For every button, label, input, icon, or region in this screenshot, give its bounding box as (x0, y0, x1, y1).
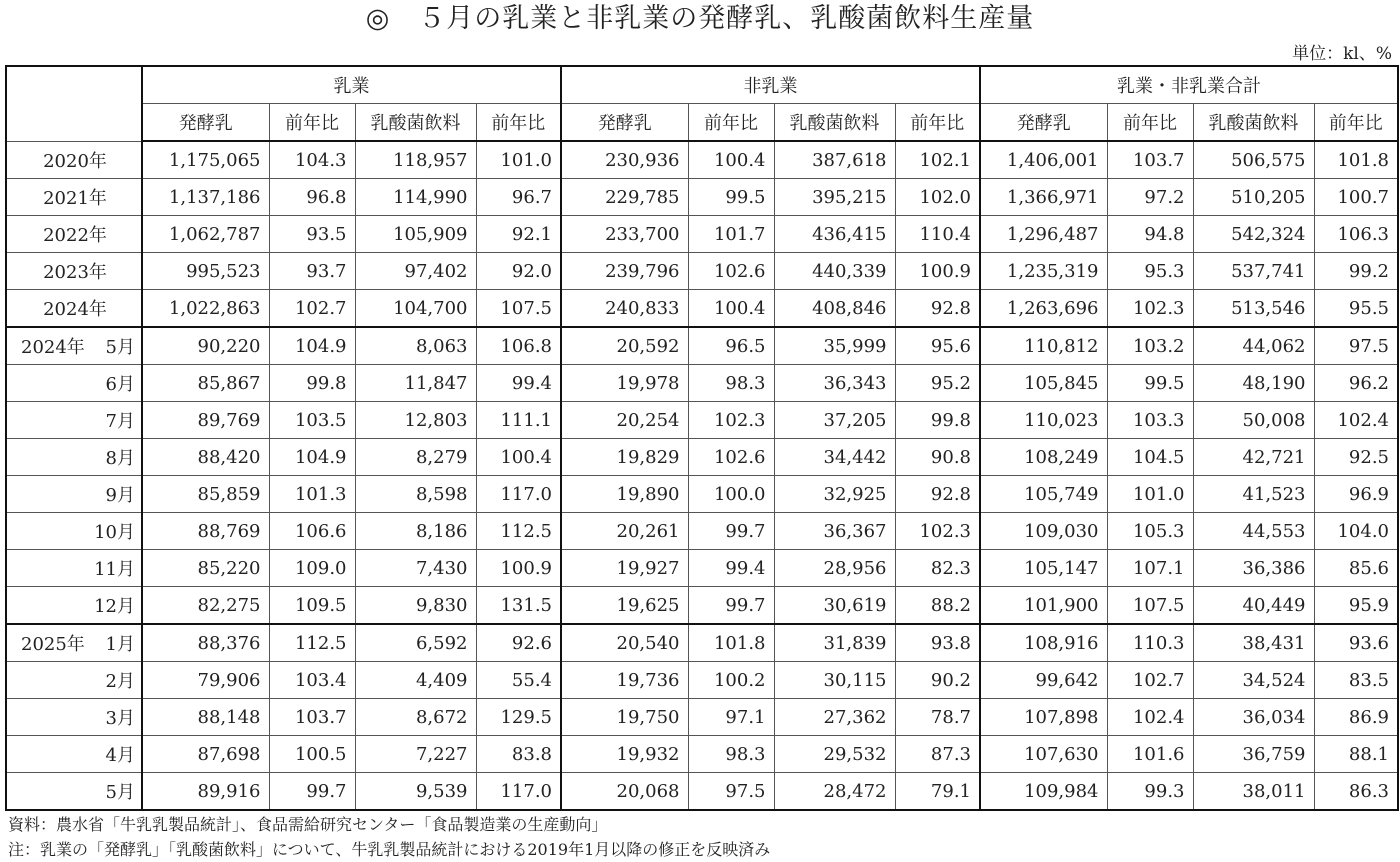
row-label (6, 699, 142, 736)
data-cell: 100.9 (476, 550, 561, 587)
data-cell: 86.9 (1314, 699, 1398, 736)
data-cell: 103.2 (1107, 327, 1193, 365)
data-cell: 31,839 (774, 624, 895, 662)
data-cell: 85,867 (142, 365, 269, 402)
data-cell: 8,186 (355, 513, 476, 550)
data-cell: 103.3 (1107, 402, 1193, 439)
data-cell: 537,741 (1193, 253, 1314, 290)
data-cell: 99.4 (688, 550, 774, 587)
column-header: 前年比 (895, 104, 980, 142)
data-cell: 105,147 (980, 550, 1107, 587)
data-cell: 99.7 (688, 513, 774, 550)
data-cell: 83.8 (476, 736, 561, 773)
group-header: 乳業 (142, 66, 561, 104)
data-cell: 102.1 (895, 141, 980, 179)
data-cell: 20,261 (561, 513, 688, 550)
data-cell: 111.1 (476, 402, 561, 439)
data-cell: 11,847 (355, 365, 476, 402)
table-row (6, 773, 1398, 811)
data-cell: 8,598 (355, 476, 476, 513)
data-cell: 436,415 (774, 216, 895, 253)
data-cell: 129.5 (476, 699, 561, 736)
data-cell: 88,148 (142, 699, 269, 736)
data-cell: 99.2 (1314, 253, 1398, 290)
data-cell: 19,978 (561, 365, 688, 402)
data-cell: 96.5 (688, 327, 774, 365)
data-cell: 110.3 (1107, 624, 1193, 662)
row-period: 3月 (105, 708, 135, 729)
data-cell: 103.4 (269, 662, 355, 699)
data-cell: 102.0 (895, 179, 980, 216)
data-cell: 83.5 (1314, 662, 1398, 699)
data-cell: 90.2 (895, 662, 980, 699)
data-cell: 4,409 (355, 662, 476, 699)
row-label (6, 587, 142, 625)
data-cell: 99.7 (688, 587, 774, 625)
data-cell: 32,925 (774, 476, 895, 513)
row-period: 2023年 (43, 262, 107, 283)
data-cell: 99.7 (269, 773, 355, 811)
data-cell: 408,846 (774, 290, 895, 328)
data-cell: 88,376 (142, 624, 269, 662)
data-cell: 117.0 (476, 476, 561, 513)
data-cell: 101.8 (1314, 141, 1398, 179)
row-label (6, 513, 142, 550)
data-cell: 387,618 (774, 141, 895, 179)
data-cell: 99.8 (895, 402, 980, 439)
data-cell: 19,736 (561, 662, 688, 699)
row-label (6, 402, 142, 439)
data-cell: 1,366,971 (980, 179, 1107, 216)
unit-label: 単位：kl、% (1292, 44, 1392, 64)
data-cell: 100.2 (688, 662, 774, 699)
data-cell: 240,833 (561, 290, 688, 328)
data-cell: 8,063 (355, 327, 476, 365)
data-cell: 93.5 (269, 216, 355, 253)
data-cell: 30,115 (774, 662, 895, 699)
row-period: 2020年 (43, 150, 107, 172)
data-cell: 103.5 (269, 402, 355, 439)
data-cell: 37,205 (774, 402, 895, 439)
row-label (6, 179, 142, 216)
data-cell: 40,449 (1193, 587, 1314, 625)
data-cell: 79.1 (895, 773, 980, 811)
row-period: 9月 (105, 485, 135, 506)
data-cell: 8,279 (355, 439, 476, 476)
data-cell: 8,672 (355, 699, 476, 736)
data-cell: 104.3 (269, 141, 355, 179)
data-cell: 19,750 (561, 699, 688, 736)
data-cell: 36,343 (774, 365, 895, 402)
data-cell: 92.6 (476, 624, 561, 662)
data-cell: 1,263,696 (980, 290, 1107, 328)
data-cell: 97.5 (1314, 327, 1398, 365)
data-cell: 101.7 (688, 216, 774, 253)
data-cell: 93.6 (1314, 624, 1398, 662)
column-header: 前年比 (476, 104, 561, 142)
data-cell: 82.3 (895, 550, 980, 587)
data-cell: 41,523 (1193, 476, 1314, 513)
data-cell: 110,812 (980, 327, 1107, 365)
row-label (6, 662, 142, 699)
data-cell: 88.1 (1314, 736, 1398, 773)
data-cell: 100.4 (476, 439, 561, 476)
column-header: 前年比 (269, 104, 355, 142)
data-cell: 88.2 (895, 587, 980, 625)
table-row (6, 624, 1398, 662)
data-cell: 48,190 (1193, 365, 1314, 402)
data-cell: 95.6 (895, 327, 980, 365)
data-cell: 93.8 (895, 624, 980, 662)
data-cell: 106.8 (476, 327, 561, 365)
data-cell: 104.9 (269, 327, 355, 365)
data-cell: 34,524 (1193, 662, 1314, 699)
data-cell: 97.1 (688, 699, 774, 736)
table-row (6, 736, 1398, 773)
row-period: 4月 (105, 745, 135, 766)
group-header: 非乳業 (561, 66, 980, 104)
data-cell: 102.7 (269, 290, 355, 328)
data-cell: 89,916 (142, 773, 269, 811)
data-cell: 229,785 (561, 179, 688, 216)
data-cell: 9,830 (355, 587, 476, 625)
data-cell: 95.3 (1107, 253, 1193, 290)
data-cell: 995,523 (142, 253, 269, 290)
data-cell: 102.7 (1107, 662, 1193, 699)
data-cell: 100.0 (688, 476, 774, 513)
data-cell: 29,532 (774, 736, 895, 773)
row-year: 2024年 (21, 337, 85, 358)
data-cell: 102.3 (688, 402, 774, 439)
data-cell: 131.5 (476, 587, 561, 625)
data-cell: 19,829 (561, 439, 688, 476)
row-period: 2024年 (43, 299, 107, 320)
data-cell: 506,575 (1193, 141, 1314, 179)
data-cell: 233,700 (561, 216, 688, 253)
data-cell: 112.5 (476, 513, 561, 550)
data-cell: 510,205 (1193, 179, 1314, 216)
data-cell: 107.5 (1107, 587, 1193, 625)
table-row (6, 179, 1398, 216)
data-cell: 104.0 (1314, 513, 1398, 550)
data-cell: 95.2 (895, 365, 980, 402)
row-label (6, 439, 142, 476)
data-cell: 86.3 (1314, 773, 1398, 811)
column-header: 前年比 (688, 104, 774, 142)
data-cell: 440,339 (774, 253, 895, 290)
data-cell: 395,215 (774, 179, 895, 216)
data-cell: 102.4 (1314, 402, 1398, 439)
row-label (6, 290, 142, 328)
data-cell: 104,700 (355, 290, 476, 328)
data-cell: 114,990 (355, 179, 476, 216)
data-cell: 110,023 (980, 402, 1107, 439)
data-cell: 104.5 (1107, 439, 1193, 476)
row-period: 6月 (105, 374, 135, 395)
column-header: 前年比 (1314, 104, 1398, 142)
data-cell: 230,936 (561, 141, 688, 179)
row-label (6, 141, 142, 179)
data-cell: 55.4 (476, 662, 561, 699)
production-table (5, 65, 1399, 811)
data-cell: 96.2 (1314, 365, 1398, 402)
row-year: 2025年 (21, 634, 85, 655)
data-cell: 30,619 (774, 587, 895, 625)
data-cell: 96.8 (269, 179, 355, 216)
table-row (6, 290, 1398, 328)
corner-cell (6, 66, 142, 141)
footnote: 注：乳業の「発酵乳」「乳酸菌飲料」について、牛乳乳製品統計における2019年1月以降の修正を反映済み (8, 840, 771, 859)
data-cell: 97.2 (1107, 179, 1193, 216)
table-row (6, 216, 1398, 253)
table-row (6, 439, 1398, 476)
row-period: 8月 (105, 448, 135, 469)
data-cell: 108,249 (980, 439, 1107, 476)
data-cell: 88,420 (142, 439, 269, 476)
table-row (6, 662, 1398, 699)
data-cell: 95.9 (1314, 587, 1398, 625)
data-cell: 98.3 (688, 736, 774, 773)
data-cell: 100.4 (688, 141, 774, 179)
data-cell: 109.0 (269, 550, 355, 587)
data-cell: 12,803 (355, 402, 476, 439)
data-cell: 82,275 (142, 587, 269, 625)
data-cell: 103.7 (1107, 141, 1193, 179)
data-cell: 85.6 (1314, 550, 1398, 587)
data-cell: 1,235,319 (980, 253, 1107, 290)
data-cell: 99.8 (269, 365, 355, 402)
table-row (6, 699, 1398, 736)
data-cell: 36,034 (1193, 699, 1314, 736)
row-period: 7月 (105, 411, 135, 432)
data-cell: 101,900 (980, 587, 1107, 625)
data-cell: 93.7 (269, 253, 355, 290)
data-cell: 239,796 (561, 253, 688, 290)
data-cell: 107.5 (476, 290, 561, 328)
data-cell: 109,984 (980, 773, 1107, 811)
data-cell: 97,402 (355, 253, 476, 290)
data-cell: 99.5 (1107, 365, 1193, 402)
table-row (6, 365, 1398, 402)
data-cell: 542,324 (1193, 216, 1314, 253)
column-header: 発酵乳 (561, 104, 688, 142)
data-cell: 99.3 (1107, 773, 1193, 811)
data-cell: 1,137,186 (142, 179, 269, 216)
data-cell: 42,721 (1193, 439, 1314, 476)
data-cell: 100.5 (269, 736, 355, 773)
data-cell: 110.4 (895, 216, 980, 253)
data-cell: 105,749 (980, 476, 1107, 513)
data-cell: 28,472 (774, 773, 895, 811)
data-cell: 102.3 (895, 513, 980, 550)
data-cell: 44,062 (1193, 327, 1314, 365)
row-label (6, 216, 142, 253)
data-cell: 92.8 (895, 476, 980, 513)
data-cell: 19,890 (561, 476, 688, 513)
data-cell: 112.5 (269, 624, 355, 662)
data-cell: 20,254 (561, 402, 688, 439)
data-cell: 20,592 (561, 327, 688, 365)
data-cell: 105,845 (980, 365, 1107, 402)
data-cell: 107,898 (980, 699, 1107, 736)
notes (8, 812, 770, 862)
table-body (6, 141, 1398, 810)
data-cell: 96.7 (476, 179, 561, 216)
column-header: 乳酸菌飲料 (1193, 104, 1314, 142)
column-header: 前年比 (1107, 104, 1193, 142)
data-cell: 101.3 (269, 476, 355, 513)
data-cell: 106.6 (269, 513, 355, 550)
data-cell: 513,546 (1193, 290, 1314, 328)
data-cell: 36,386 (1193, 550, 1314, 587)
row-label (6, 550, 142, 587)
data-cell: 99,642 (980, 662, 1107, 699)
data-cell: 97.5 (688, 773, 774, 811)
data-cell: 87.3 (895, 736, 980, 773)
data-cell: 36,759 (1193, 736, 1314, 773)
data-cell: 94.8 (1107, 216, 1193, 253)
data-cell: 50,008 (1193, 402, 1314, 439)
data-cell: 79,906 (142, 662, 269, 699)
data-cell: 107,630 (980, 736, 1107, 773)
data-cell: 1,296,487 (980, 216, 1107, 253)
table-row (6, 513, 1398, 550)
data-cell: 106.3 (1314, 216, 1398, 253)
data-cell: 85,859 (142, 476, 269, 513)
row-period: 5月 (105, 782, 135, 803)
row-period: 11月 (94, 559, 135, 580)
data-cell: 101.6 (1107, 736, 1193, 773)
table-row (6, 587, 1398, 625)
data-cell: 35,999 (774, 327, 895, 365)
data-cell: 105,909 (355, 216, 476, 253)
data-cell: 99.4 (476, 365, 561, 402)
data-cell: 44,553 (1193, 513, 1314, 550)
data-cell: 100.4 (688, 290, 774, 328)
data-cell: 102.6 (688, 253, 774, 290)
table-row (6, 476, 1398, 513)
data-cell: 38,431 (1193, 624, 1314, 662)
data-cell: 85,220 (142, 550, 269, 587)
data-cell: 105.3 (1107, 513, 1193, 550)
data-cell: 92.0 (476, 253, 561, 290)
data-cell: 1,022,863 (142, 290, 269, 328)
data-cell: 78.7 (895, 699, 980, 736)
data-cell: 99.5 (688, 179, 774, 216)
data-cell: 1,062,787 (142, 216, 269, 253)
column-header: 発酵乳 (142, 104, 269, 142)
data-cell: 7,430 (355, 550, 476, 587)
row-period: 10月 (94, 522, 135, 543)
row-period: 2022年 (43, 225, 107, 246)
table-row (6, 253, 1398, 290)
data-cell: 36,367 (774, 513, 895, 550)
data-cell: 6,592 (355, 624, 476, 662)
data-cell: 34,442 (774, 439, 895, 476)
table-row (6, 402, 1398, 439)
column-header: 発酵乳 (980, 104, 1107, 142)
row-period: 2021年 (43, 188, 107, 209)
page-title: ◎ ５月の乳業と非乳業の発酵乳、乳酸菌飲料生産量 (365, 3, 1035, 34)
data-cell: 103.7 (269, 699, 355, 736)
data-cell: 28,956 (774, 550, 895, 587)
data-cell: 19,625 (561, 587, 688, 625)
table-row (6, 141, 1398, 179)
data-cell: 27,362 (774, 699, 895, 736)
row-label (6, 736, 142, 773)
data-cell: 92.1 (476, 216, 561, 253)
data-cell: 100.7 (1314, 179, 1398, 216)
row-period: 1月 (105, 634, 135, 655)
row-label (6, 365, 142, 402)
data-cell: 102.6 (688, 439, 774, 476)
data-cell: 118,957 (355, 141, 476, 179)
data-cell: 19,932 (561, 736, 688, 773)
data-cell: 90,220 (142, 327, 269, 365)
data-cell: 98.3 (688, 365, 774, 402)
data-cell: 7,227 (355, 736, 476, 773)
row-label (6, 476, 142, 513)
data-cell: 101.8 (688, 624, 774, 662)
data-cell: 90.8 (895, 439, 980, 476)
table-row (6, 550, 1398, 587)
data-cell: 109,030 (980, 513, 1107, 550)
data-cell: 20,540 (561, 624, 688, 662)
table-row (6, 327, 1398, 365)
data-cell: 92.5 (1314, 439, 1398, 476)
source-note: 資料：農水省「牛乳乳製品統計」、食品需給研究センター「食品製造業の生産動向」 (8, 815, 608, 834)
row-label (6, 327, 142, 365)
data-cell: 1,175,065 (142, 141, 269, 179)
data-cell: 87,698 (142, 736, 269, 773)
data-cell: 102.3 (1107, 290, 1193, 328)
row-period: 12月 (94, 596, 135, 617)
column-header: 乳酸菌飲料 (355, 104, 476, 142)
data-cell: 100.9 (895, 253, 980, 290)
data-cell: 108,916 (980, 624, 1107, 662)
group-header: 乳業・非乳業合計 (980, 66, 1398, 104)
row-label (6, 253, 142, 290)
column-header: 乳酸菌飲料 (774, 104, 895, 142)
data-cell: 107.1 (1107, 550, 1193, 587)
data-cell: 101.0 (1107, 476, 1193, 513)
data-cell: 19,927 (561, 550, 688, 587)
row-label (6, 773, 142, 811)
data-cell: 102.4 (1107, 699, 1193, 736)
data-cell: 96.9 (1314, 476, 1398, 513)
data-cell: 9,539 (355, 773, 476, 811)
data-cell: 88,769 (142, 513, 269, 550)
data-cell: 95.5 (1314, 290, 1398, 328)
data-cell: 38,011 (1193, 773, 1314, 811)
data-cell: 92.8 (895, 290, 980, 328)
data-cell: 104.9 (269, 439, 355, 476)
data-cell: 89,769 (142, 402, 269, 439)
data-cell: 20,068 (561, 773, 688, 811)
data-cell: 109.5 (269, 587, 355, 625)
row-label (6, 624, 142, 662)
data-cell: 1,406,001 (980, 141, 1107, 179)
data-cell: 101.0 (476, 141, 561, 179)
row-period: 2月 (105, 671, 135, 692)
data-cell: 117.0 (476, 773, 561, 811)
row-period: 5月 (105, 337, 135, 358)
